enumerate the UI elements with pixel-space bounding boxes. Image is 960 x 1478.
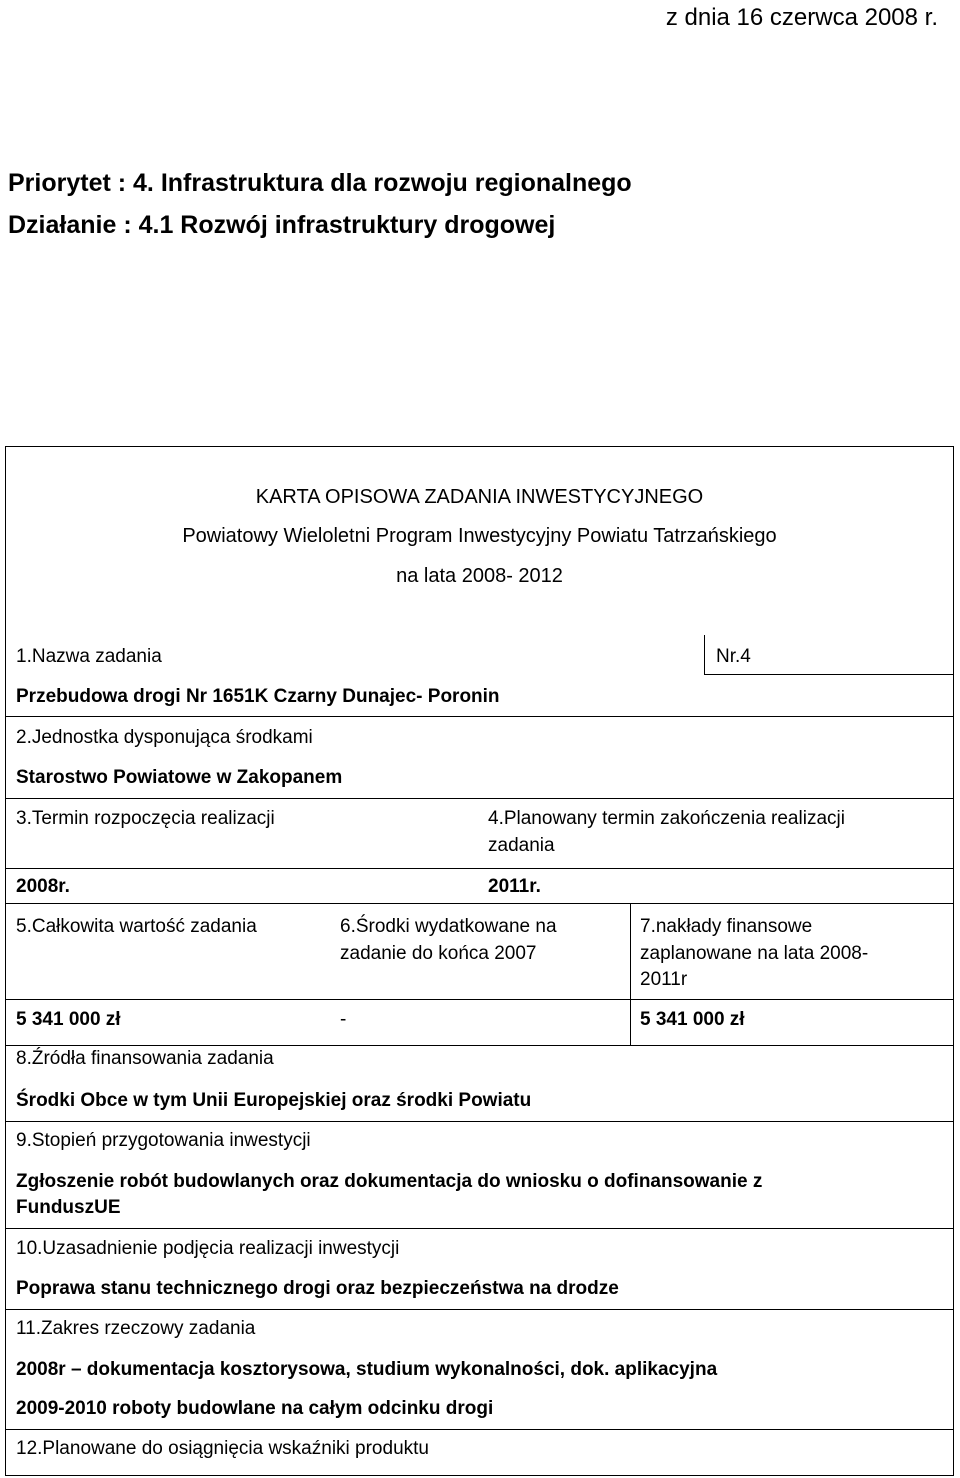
divider <box>6 1309 953 1310</box>
divider <box>704 674 954 675</box>
field-3-label: 3.Termin rozpoczęcia realizacji <box>16 808 275 829</box>
field-6-label-line2: zadanie do końca 2007 <box>340 943 537 964</box>
field-8-value: Środki Obce w tym Unii Europejskiej oraz środki Powiatu <box>16 1090 532 1111</box>
divider <box>6 1121 953 1122</box>
field-11-value-line1: 2008r – dokumentacja kosztorysowa, studium wykonalności, dok. aplikacyjna <box>16 1359 718 1380</box>
field-7-value: 5 341 000 zł <box>640 1009 745 1030</box>
divider <box>6 999 953 1000</box>
field-11-value-line2: 2009-2010 roboty budowlane na całym odcinku drogi <box>16 1398 494 1419</box>
field-6-label-line1: 6.Środki wydatkowane na <box>340 916 557 937</box>
field-2-value: Starostwo Powiatowe w Zakopanem <box>16 767 343 788</box>
document-date: z dnia 16 czerwca 2008 r. <box>665 4 938 31</box>
field-9-value-line1: Zgłoszenie robót budowlanych oraz dokumentacja do wniosku o dofinansowanie z <box>16 1171 763 1192</box>
field-12-label: 12.Planowane do osiągnięcia wskaźniki produktu <box>16 1438 429 1459</box>
field-5-value: 5 341 000 zł <box>16 1009 121 1030</box>
divider <box>6 798 953 799</box>
field-7-label-line3: 2011r <box>640 969 688 990</box>
divider <box>704 635 705 674</box>
card-title: KARTA OPISOWA ZADANIA INWESTYCYJNEGO <box>255 486 704 508</box>
task-number: Nr.4 <box>716 646 751 667</box>
field-3-value: 2008r. <box>16 876 70 897</box>
field-1-label: 1.Nazwa zadania <box>16 646 162 667</box>
field-5-label: 5.Całkowita wartość zadania <box>16 916 257 937</box>
divider <box>630 903 631 1045</box>
field-4-value: 2011r. <box>488 876 541 897</box>
field-11-label: 11.Zakres rzeczowy zadania <box>16 1318 256 1339</box>
field-9-value-line2: FunduszUE <box>16 1197 121 1218</box>
field-1-value: Przebudowa drogi Nr 1651K Czarny Dunajec- Poronin <box>16 686 500 707</box>
divider <box>6 1045 953 1046</box>
investment-card <box>5 446 954 1476</box>
field-9-label: 9.Stopień przygotowania inwestycji <box>16 1130 311 1151</box>
card-subtitle: Powiatowy Wieloletni Program Inwestycyjny Powiatu Tatrzańskiego <box>182 525 777 547</box>
priority-header <box>8 162 632 246</box>
divider <box>6 903 953 904</box>
divider <box>6 868 953 869</box>
field-4-label-line1: 4.Planowany termin zakończenia realizacji <box>488 808 845 829</box>
field-10-value: Poprawa stanu technicznego drogi oraz bezpieczeństwa na drodze <box>16 1278 619 1299</box>
field-6-value: - <box>340 1009 347 1030</box>
priority-line: Priorytet : 4. Infrastruktura dla rozwoju regionalnego <box>8 169 632 197</box>
field-2-label: 2.Jednostka dysponująca środkami <box>16 727 313 748</box>
field-10-label: 10.Uzasadnienie podjęcia realizacji inwestycji <box>16 1238 400 1259</box>
divider <box>6 1429 953 1430</box>
field-7-label-line1: 7.nakłady finansowe <box>640 916 813 937</box>
action-line: Działanie : 4.1 Rozwój infrastruktury drogowej <box>8 211 556 239</box>
field-8-label: 8.Źródła finansowania zadania <box>16 1048 274 1069</box>
divider <box>6 1228 953 1229</box>
divider <box>6 716 953 717</box>
field-7-label-line2: zaplanowane na lata 2008- <box>640 943 869 964</box>
card-years: na lata 2008- 2012 <box>396 565 563 587</box>
field-4-label-line2: zadania <box>488 835 555 856</box>
